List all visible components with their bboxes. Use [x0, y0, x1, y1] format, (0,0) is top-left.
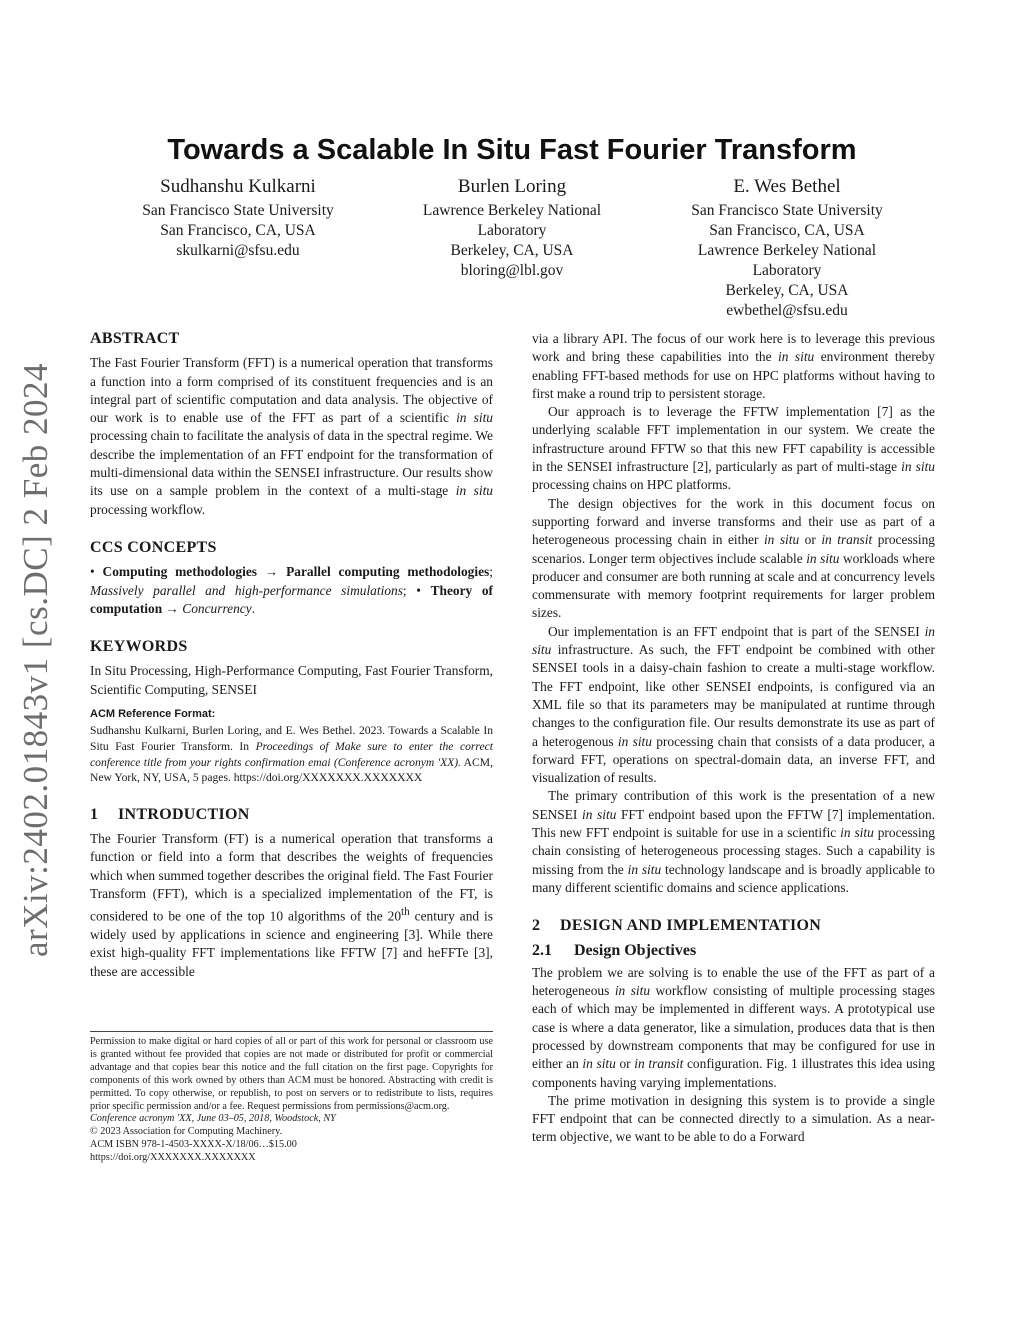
author-affiliation-line: Lawrence Berkeley National: [697, 242, 877, 259]
copyright-line: © 2023 Association for Computing Machinery.: [90, 1126, 283, 1138]
subsection21-heading: [532, 942, 935, 960]
author-affiliation-line: Lawrence Berkeley National: [422, 202, 602, 219]
acm-reference-label: ACM Reference Format:: [90, 708, 216, 721]
author-email: skulkarni@sfsu.edu: [176, 242, 300, 259]
body-text: The design objectives for the work in this document focus on supporting forward and inverse transforms and their use as part of a heterogeneous processing chain in either: [532, 495, 935, 548]
author-affiliation-line: Laboratory: [477, 222, 547, 239]
ccs-separator: ; •: [402, 582, 431, 598]
body-paragraph: [532, 330, 935, 403]
section-number: 2: [532, 917, 541, 935]
permission-notice: Permission to make digital or hard copies of all or part of this work for personal or classroom use is granted without fee provided that copies are not made or distributed for profit or commercial advantage and that copies bear this notice and the full citation on the first page. Copyrights for components of this work owned by others than ACM must be honored. Abstracting with credit is permitted. To copy otherwise, or republish, to post on servers or to redistribute to lists, requires prior specific permission and/or a fee. Request permissions from permissions@acm.org.: [90, 1036, 493, 1112]
body-italic: in situ: [532, 623, 935, 658]
body-text: The primary contribution of this work is the presentation of a new SENSEI: [532, 788, 935, 822]
body-text: processing scenarios. Longer term objectives include scalable: [532, 532, 935, 566]
keywords-heading: KEYWORDS: [90, 638, 188, 656]
author-block-2: [382, 175, 642, 281]
copyright-footnote: [90, 1036, 493, 1165]
body-text: FFT endpoint based upon the FFTW [7] implementation. This new FFT endpoint is suitable for use in a scientific: [532, 806, 935, 841]
abstract-text-part: processing workflow.: [90, 501, 206, 517]
body-italic: in situ: [806, 550, 840, 566]
author-affiliation-line: Berkeley, CA, USA: [725, 282, 849, 299]
body-italic: in situ: [778, 349, 815, 365]
body-text: via a library API. The focus of our work here is to leverage this previous work and bring these capabilities into the: [532, 331, 935, 365]
ccs-end: .: [251, 600, 256, 616]
author-affiliation-line: San Francisco State University: [691, 202, 883, 219]
author-block-1: [108, 175, 368, 261]
subsection-number: 2.1: [532, 941, 552, 959]
author-affiliation-line: Laboratory: [752, 262, 822, 279]
abstract-text-italic: in situ: [456, 410, 493, 426]
body-italic: in situ: [763, 532, 800, 548]
author-email: bloring@lbl.gov: [460, 262, 564, 279]
author-email: ewbethel@sfsu.edu: [726, 302, 848, 319]
acm-reference-part: ACM, New York, NY, USA, 5 pages. https://doi.org/XXXXXXX.XXXXXXX: [90, 755, 493, 785]
introduction-text: century and is widely used by applications in science and engineering [3]. While there exist high-quality FFT implementations like FFTW [7] and heFFTe [3], these are accessible: [90, 908, 493, 979]
body-paragraph: [532, 787, 935, 897]
body-text: processing chains on HPC platforms.: [532, 477, 731, 493]
body-text: infrastructure. As such, the FFT endpoint be combined with other SENSEI tools in a daisy-chain fashion to create a multi-stage workflow. The FFT endpoint, like other SENSEI endpoints, is configured via an XML file so that its parameters may be manipulated at runtime through changes to the configuration file. Our results demonstrate its use as part of a heterogenous: [532, 642, 935, 749]
introduction-paragraph: [90, 830, 493, 981]
ccs-text: [90, 563, 493, 618]
body-text: configuration. Fig. 1 illustrates this idea using components having varying implementations.: [532, 1056, 935, 1090]
body-text: workflow consisting of multiple processing stages each of which may be implemented in different ways. A prototypical use case is where a data generator, like a simulation, produces data that is then processed by downstream components that may be configured for use in either an: [532, 983, 935, 1072]
body-text: technology landscape and is broadly applicable to many different scientific domains and science applications.: [532, 861, 935, 895]
abstract-text-part: The Fast Fourier Transform (FFT) is a numerical operation that transforms a function into a form comprised of its constituent frequencies and is an integral part of scientific computation and data analysis. The objective of our work is to enable use of the FFT as part of a scientific: [90, 355, 493, 426]
author-affiliation-line: Berkeley, CA, USA: [450, 242, 574, 259]
subsection-title: Design Objectives: [574, 941, 697, 959]
superscript: th: [401, 906, 410, 919]
left-column: [90, 330, 493, 981]
body-text: processing chain that consists of a data producer, a forward FFT, operations on spectral-domain data, an inverse FFT, and visualization of results.: [532, 733, 935, 786]
ccs-concept: Computing methodologies → Parallel computing methodologies: [102, 564, 490, 580]
author-affiliation-line: San Francisco State University: [142, 202, 334, 219]
body-paragraph: The prime motivation in designing this system is to provide a single FFT endpoint that can be connected directly to a simulation. As a near-term objective, we want to be able to do a Forward: [532, 1092, 935, 1145]
body-italic: in transit: [634, 1056, 684, 1072]
body-text: or: [615, 1056, 635, 1072]
body-text: Our approach is to leverage the FFTW implementation [7] as the underlying scalable FFT implementation in our system. We create the infrastructure around FFTW so that this new FFT capability is accessible in the SENSEI infrastructure [2], particularly as part of multi-stage: [532, 404, 935, 475]
body-italic: in situ: [614, 983, 651, 999]
body-text: processing chain consisting of heterogeneous processing stages. Such a capability is missing from the: [532, 825, 935, 877]
arxiv-stamp-text: arXiv:2402.01843v1 [cs.DC] 2 Feb 2024: [16, 362, 56, 958]
body-italic: in situ: [901, 459, 935, 475]
body-italic: in situ: [627, 861, 662, 877]
author-name: Burlen Loring: [457, 176, 567, 197]
author-affiliation-line: San Francisco, CA, USA: [160, 222, 316, 239]
ccs-arrow: →: [162, 600, 183, 616]
section2-heading: [532, 917, 935, 935]
abstract-text-italic: in situ: [455, 483, 493, 499]
body-text: The problem we are solving is to enable the use of the FFT as part of a heterogeneous: [532, 964, 935, 999]
footnote-divider: [90, 1031, 493, 1032]
ccs-bullet: •: [90, 564, 103, 580]
keywords-text: In Situ Processing, High-Performance Computing, Fast Fourier Transform, Scientific Computing, SENSEI: [90, 663, 493, 697]
body-paragraph: [532, 623, 935, 788]
author-affiliation-line: San Francisco, CA, USA: [709, 222, 865, 239]
section-number: 1: [90, 805, 99, 823]
right-column: [532, 330, 935, 1147]
body-text: environment thereby enabling FFT-based methods for use on HPC platforms without having to first make a round trip to persistent storage.: [532, 349, 935, 401]
conference-line: Conference acronym 'XX, June 03–05, 2018, Woodstock, NY: [90, 1113, 336, 1125]
acm-reference-proceedings: Proceedings of Make sure to enter the correct conference title from your rights confirmation emai (Conference acronym 'XX).: [90, 739, 493, 769]
section-title: INTRODUCTION: [118, 805, 250, 823]
introduction-heading: [90, 806, 493, 824]
doi-line: https://doi.org/XXXXXXX.XXXXXXX: [90, 1152, 256, 1164]
ccs-concept: Theory of computation: [90, 582, 493, 616]
body-paragraph: [532, 495, 935, 623]
body-italic: in situ: [840, 825, 874, 841]
author-name: Sudhanshu Kulkarni: [160, 176, 316, 197]
isbn-line: ACM ISBN 978-1-4503-XXXX-X/18/06…$15.00: [90, 1139, 297, 1151]
ccs-separator: ;: [489, 564, 493, 580]
body-italic: in situ: [582, 806, 617, 822]
body-text: Our implementation is an FFT endpoint that is part of the SENSEI: [548, 623, 925, 639]
ccs-concept-detail: Massively parallel and high-performance simulations: [90, 582, 403, 598]
body-text: workloads where producer and consumer are both running at scale and at concurrency levels commensurate with memory footprint requirements for larger problem sizes.: [532, 550, 935, 621]
introduction-text: The Fourier Transform (FT) is a numerical operation that transforms a function or field into a form that describes the weights of frequencies which when summed together describes the original field. The Fast Fourier Transform (FFT), which is a specialized implementation of the FT, is considered to be one of the top 10 algorithms of the 20: [90, 831, 493, 924]
acm-reference-text: [90, 723, 493, 785]
body-paragraph: [532, 403, 935, 494]
author-block-3: [657, 175, 917, 321]
abstract-text-part: processing chain to facilitate the analysis of data in the spectral regime. We describe the implementation of an FFT endpoint for the transformation of multi-dimensional data within the SENSEI infrastructure. Our results show its use on a sample problem in the context of a multi-stage: [90, 428, 493, 499]
abstract-text: [90, 354, 493, 519]
body-italic: in transit: [821, 532, 873, 548]
abstract-heading: ABSTRACT: [90, 330, 180, 347]
ccs-heading: CCS CONCEPTS: [90, 538, 217, 556]
paper-title: Towards a Scalable In Situ Fast Fourier Transform: [167, 134, 857, 166]
body-paragraph: [532, 964, 935, 1092]
body-italic: in situ: [617, 733, 652, 749]
body-text: or: [799, 532, 822, 548]
ccs-concept-detail: Concurrency: [182, 600, 252, 616]
arxiv-stamp: [8, 360, 64, 960]
section-title: DESIGN AND IMPLEMENTATION: [560, 917, 822, 935]
body-italic: in situ: [582, 1056, 616, 1072]
author-name: E. Wes Bethel: [733, 176, 841, 197]
acm-reference-part: Sudhanshu Kulkarni, Burlen Loring, and E. Wes Bethel. 2023. Towards a Scalable In Situ Fast Fourier Transform. In: [90, 724, 493, 753]
